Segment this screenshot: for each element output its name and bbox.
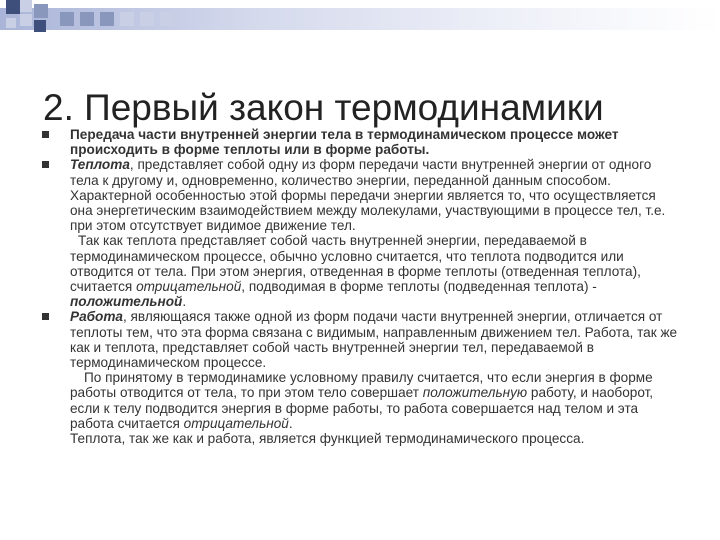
term-work: Работа bbox=[70, 309, 123, 325]
decor-square bbox=[100, 12, 114, 26]
decor-square bbox=[80, 12, 94, 26]
text-span: По принятому в термодинамике условному правилу считается, что если энергия в форме работы отводится от тела, то при этом тело совершает bbox=[70, 370, 653, 401]
decor-square bbox=[34, 4, 48, 18]
term-negative: отрицательной bbox=[183, 415, 289, 431]
term-negative: отрицательной bbox=[136, 279, 242, 295]
text-span: , подводимая в форме теплоты (подведенная теплота) - bbox=[241, 279, 597, 295]
term-heat: Теплота bbox=[70, 157, 130, 173]
text-span: Так как теплота представляет собой часть внутренней энергии, передаваемой в термодинамическом процессе, обычно условно считается, что теплота подводится или отводится от тела. При этом энергия, отведенная в форме теплоты (отведенная теплота), считается bbox=[70, 233, 641, 295]
decor-square bbox=[6, 0, 20, 14]
heat-paragraph-2 bbox=[70, 233, 682, 309]
bullet-square-icon bbox=[42, 131, 49, 138]
decor-square bbox=[120, 12, 134, 26]
text-span: . bbox=[182, 294, 187, 310]
list-item bbox=[42, 309, 682, 446]
bullet-text bbox=[70, 157, 682, 233]
heat-definition: , представляет собой одну из форм передачи части внутренней энергии от одного тела к другому и, одновременно, количество энергии, переданной данным способом. Характерной особенностью этой формы передачи энергии является то, что осуществляется она энергетическим взаимодействием между молекулами, участвующими в процессе тел, т.е. при этом отсутствует видимое движение тел. bbox=[70, 157, 666, 234]
bullet-text bbox=[70, 309, 682, 370]
decor-square bbox=[160, 12, 174, 26]
bullet-square-icon bbox=[42, 161, 49, 168]
work-definition: , являющаяся также одной из форм подачи части внутренней энергии, отличается от теплоты тем, что эта форма связана с видимым, направленным движением тел. Работа, так же как и теплота, представляет собой часть внутренней энергии тел, передаваемой в термодинамическом процессе. bbox=[70, 309, 678, 371]
slide-body bbox=[42, 127, 682, 446]
decor-square bbox=[60, 12, 74, 26]
slide-title: 2. Первый закон термодинамики bbox=[43, 86, 604, 128]
term-positive: положительную bbox=[422, 385, 528, 401]
decor-square bbox=[20, 0, 32, 12]
bold-statement: Передача части внутренней энергии тела в термодинамическом процессе может происходить в форме теплоты или в форме работы. bbox=[70, 127, 619, 158]
decor-square bbox=[34, 20, 46, 32]
list-item bbox=[42, 157, 682, 309]
text-span: . bbox=[288, 415, 293, 431]
text-span: работу, и наоборот, если к телу подводится энергия в форме работы, то работа совершается над телом и эта работа считается bbox=[70, 385, 654, 431]
decor-square bbox=[20, 14, 32, 26]
decor-square bbox=[140, 12, 154, 26]
term-positive: положительной bbox=[70, 294, 183, 310]
work-paragraph-2 bbox=[70, 370, 682, 431]
bullet-text bbox=[70, 127, 682, 157]
list-item bbox=[42, 127, 682, 157]
decor-square bbox=[6, 18, 16, 28]
bullet-square-icon bbox=[42, 313, 49, 320]
work-paragraph-3: Теплота, так же как и работа, является функцией термодинамического процесса. bbox=[70, 431, 585, 447]
